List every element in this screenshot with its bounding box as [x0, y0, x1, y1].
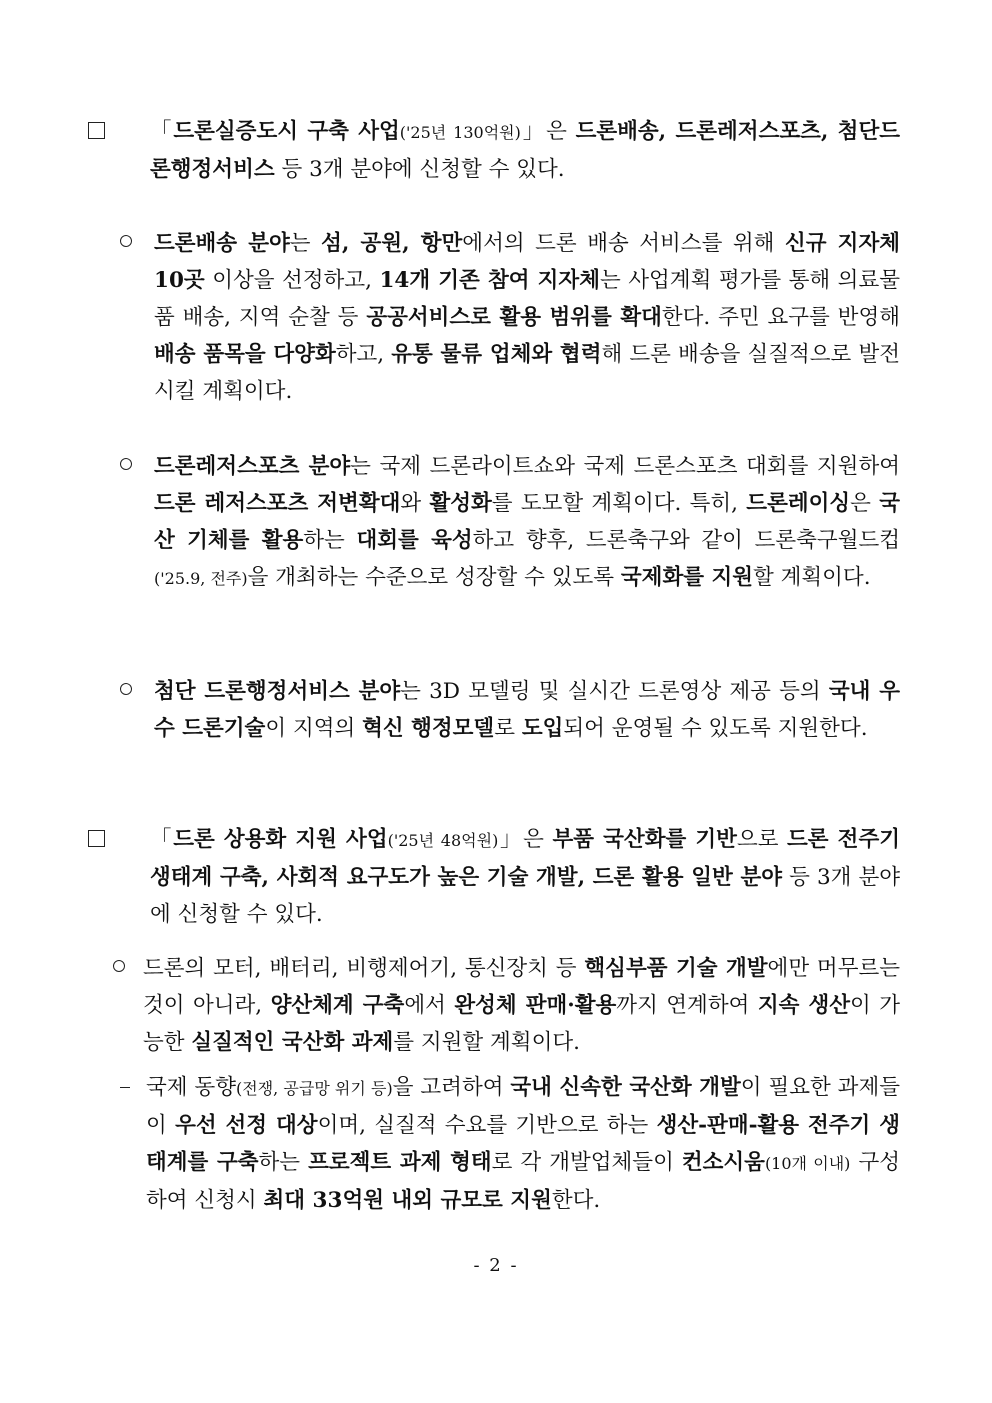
text-run: 한다.	[551, 1188, 601, 1213]
text-run: 까지 연계하여	[616, 993, 758, 1018]
bold-text: 생산-판매-활용 전주기 생태계를 구축	[146, 1113, 901, 1175]
bold-text: 드론 상용화 지원 사업	[173, 827, 388, 852]
bold-text: 국산 기체를 활용	[154, 491, 901, 553]
text-run: 와	[400, 491, 430, 516]
paragraph-drone-admin-service	[88, 673, 900, 747]
text-run: 을 고려하여	[392, 1075, 511, 1100]
paragraph-text	[88, 448, 900, 597]
text-run: 는 국제 드론라이트쇼와 국제 드론스포츠 대회를 지원하여	[350, 454, 900, 479]
text-run: (전쟁, 공급망 위기 등)	[236, 1079, 393, 1098]
page-number: - 2 -	[473, 1255, 519, 1276]
text-run: 는 사업계획 평가를 통해 의료물품 배송, 지역 순찰 등	[154, 268, 900, 330]
circle-bullet-icon	[120, 225, 132, 262]
text-run: 으로	[736, 827, 787, 852]
bold-text: 드론레이싱	[746, 491, 851, 516]
text-run: 이 가능한	[143, 993, 901, 1055]
text-run: 을 개최하는 수준으로 성장할 수 있도록	[247, 565, 621, 590]
text-run: 「	[150, 827, 174, 852]
text-run: 되어 운영될 수 있도록 지원한다.	[563, 716, 868, 741]
bold-text: 드론 레저스포츠 저변확대	[154, 491, 401, 516]
bold-text: 배송 품목을 다양화	[154, 342, 336, 367]
text-run: 해 드론 배송을 실질적으로 발전시킬 계획이다.	[154, 342, 900, 404]
text-run: 」은	[498, 827, 553, 852]
text-run: 하고,	[335, 342, 392, 367]
paragraph-drone-demo-city	[88, 113, 900, 188]
bold-text: 우선 선정 대상	[175, 1113, 318, 1138]
text-run: 로	[494, 716, 522, 741]
text-run: 이 지역의	[265, 716, 363, 741]
text-run: 드론의 모터, 배터리, 비행제어기, 통신장치 등	[143, 956, 585, 981]
text-run: 구성하여 신청시	[146, 1150, 901, 1213]
bold-text: 도입	[521, 716, 564, 741]
bold-text: 혁신 행정모델	[362, 716, 495, 741]
text-run: 은	[850, 491, 880, 516]
paragraph-text	[88, 113, 900, 188]
text-run: 할 계획이다.	[753, 565, 871, 590]
text-run: 하는	[303, 528, 357, 553]
text-run: 「	[150, 119, 174, 144]
bold-text: 국내 우수 드론기술	[154, 679, 900, 741]
text-run: 를 지원할 계획이다.	[393, 1030, 580, 1055]
dash-bullet-icon	[120, 1069, 130, 1106]
bold-text: 실질적인 국산화 과제	[191, 1030, 394, 1055]
bold-text: 드론배송 분야	[154, 231, 290, 256]
paragraph-drone-commercialization	[88, 821, 900, 933]
text-run: 로 각 개발업체들이	[491, 1150, 682, 1175]
paragraph-drone-leisure-sports	[88, 448, 900, 597]
text-run: ('25년 130억원)	[399, 123, 521, 142]
bold-text: 첨단 드론행정서비스 분야	[154, 679, 401, 704]
circle-bullet-icon	[120, 448, 132, 485]
bold-text: 드론레저스포츠 분야	[154, 454, 351, 479]
text-run: 는	[289, 231, 322, 256]
bold-text: 드론 전주기 생태계 구축, 사회적 요구도가 높은 기술 개발, 드론 활용 일반 분야	[150, 827, 900, 890]
paragraph-text	[88, 821, 900, 933]
paragraph-text	[88, 673, 900, 747]
text-run: 에서	[404, 993, 455, 1018]
paragraph-drone-delivery	[88, 225, 900, 410]
bold-text: 국제화를 지원	[620, 565, 754, 590]
bold-text: 드론실증도시 구축 사업	[173, 119, 400, 144]
bold-text: 드론배송, 드론레저스포츠, 첨단드론행정서비스	[150, 119, 900, 182]
square-bullet-icon	[88, 821, 105, 858]
bold-text: 섬, 공원, 항만	[321, 231, 463, 256]
circle-bullet-icon	[113, 950, 125, 987]
text-run: (10개 이내)	[764, 1154, 851, 1173]
bold-text: 지속 생산	[757, 993, 851, 1018]
bold-text: 활성화	[429, 491, 492, 516]
paragraph-text	[88, 225, 900, 410]
bold-text: 14개 기존 참여 지자체	[379, 268, 600, 293]
bold-text: 부품 국산화를 기반	[552, 827, 737, 852]
paragraph-text	[88, 1069, 900, 1219]
text-run: ('25년 48억원)	[387, 831, 499, 850]
bold-text: 완성체 판매·활용	[454, 993, 617, 1018]
text-run: 를 도모할 계획이다. 특히,	[491, 491, 747, 516]
text-run: 이며, 실질적 수요를 기반으로 하는	[317, 1113, 657, 1138]
bold-text: 프로젝트 과제 형태	[308, 1150, 492, 1175]
text-run: 한다. 주민 요구를 반영해	[661, 305, 900, 330]
text-run: 국제 동향	[146, 1075, 236, 1100]
bold-text: 유통 물류 업체와 협력	[391, 342, 602, 367]
bold-text: 컨소시움	[681, 1150, 765, 1175]
circle-bullet-icon	[120, 673, 132, 710]
text-run: 이 필요한 과제들이	[146, 1075, 900, 1138]
text-run: 에서의 드론 배송 서비스를 위해	[462, 231, 785, 256]
bold-text: 국내 신속한 국산화 개발	[510, 1075, 741, 1100]
paragraph-selection-criteria	[88, 1069, 900, 1219]
text-run: ('25.9, 전주)	[154, 569, 248, 588]
bold-text: 핵심부품 기술 개발	[584, 956, 768, 981]
bold-text: 대회를 육성	[356, 528, 473, 553]
paragraph-core-parts	[88, 950, 900, 1061]
bold-text: 최대 33억원 내외 규모로 지원	[263, 1188, 552, 1213]
bold-text: 공공서비스로 활용 범위를 확대	[366, 305, 662, 330]
text-run: 등 3개 분야에 신청할 수 있다.	[150, 865, 900, 927]
text-run: 에만 머무르는 것이 아니라,	[143, 956, 901, 1018]
text-run: 하는	[258, 1150, 309, 1175]
text-run: 는 3D 모델링 및 실시간 드론영상 제공 등의	[400, 679, 829, 704]
text-run: 이상을 선정하고,	[204, 268, 380, 293]
text-run: 」은	[520, 119, 576, 144]
text-run: 등 3개 분야에 신청할 수 있다.	[274, 157, 565, 182]
bold-text: 신규 지자체 10곳	[154, 231, 900, 293]
square-bullet-icon	[88, 113, 105, 150]
text-run: 하고 향후, 드론축구와 같이 드론축구월드컵	[472, 528, 901, 553]
bold-text: 양산체계 구축	[270, 993, 405, 1018]
paragraph-text	[88, 950, 900, 1061]
